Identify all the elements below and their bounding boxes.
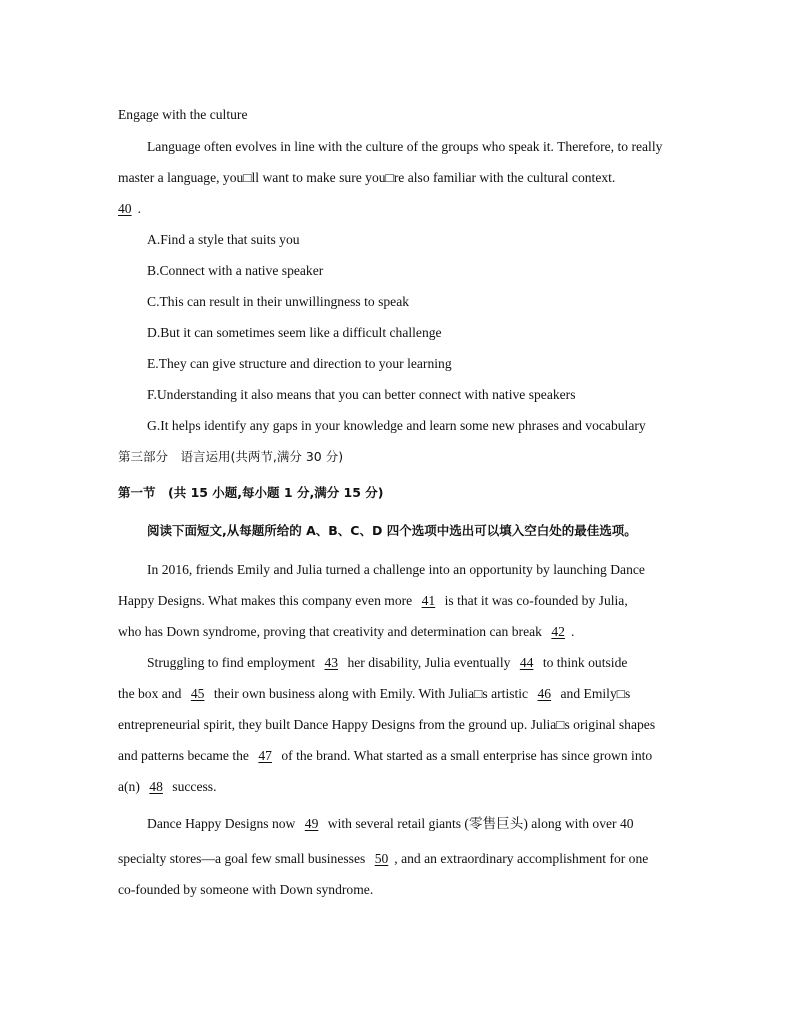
option-g: G.It helps identify any gaps in your knowledge and learn some new phrases and vocabulary [147,418,646,433]
text: of the brand. What started as a small enterprise has since grown into [281,748,653,763]
answer-line-40 [118,200,141,218]
text: to think outside [542,655,628,670]
text: and patterns became the [118,748,249,763]
blank-45[interactable]: 45 [190,686,205,701]
option-b: B.Connect with a native speaker [147,263,324,278]
text: Happy Designs. What makes this company even more [118,593,413,608]
blank-suffix: . [137,201,141,216]
paragraph-line [118,623,574,641]
option-a: A.Find a style that suits you [147,232,300,247]
blank-48[interactable]: 48 [149,779,163,794]
blank-42[interactable]: 42 [551,624,565,639]
paragraph-line: entrepreneurial spirit, they built Dance Happy Designs from the ground up. Julia□s original shapes [118,717,656,732]
blank-40[interactable]: 40 [118,201,132,216]
paragraph-line [118,592,628,610]
text: and Emily□s [560,686,631,701]
paragraph-line: co-founded by someone with Down syndrome. [118,882,374,897]
paragraph-line: In 2016, friends Emily and Julia turned a challenge into an opportunity by launching Dance [147,562,645,577]
paragraph-line: Language often evolves in line with the culture of the groups who speak it. Therefore, to really [147,139,663,154]
text: specialty stores—a goal few small businesses [118,851,366,866]
blank-44[interactable]: 44 [519,655,534,670]
part-3-heading: 第三部分 语言运用(共两节,满分 30 分) [118,449,344,464]
text: Struggling to find employment [147,655,316,670]
paragraph-line [118,850,648,868]
instructions: 阅读下面短文,从每题所给的 A、B、C、D 四个选项中选出可以填入空白处的最佳选项。 [147,523,637,538]
blank-43[interactable]: 43 [324,655,339,670]
text: a(n) [118,779,140,794]
paragraph-line [118,778,216,796]
paragraph-line [118,685,630,703]
blank-50[interactable]: 50 [374,851,389,866]
text: . [570,624,575,639]
paragraph-line [147,654,627,672]
option-d: D.But it can sometimes seem like a difficult challenge [147,325,442,340]
text: the box and [118,686,182,701]
text: their own business along with Emily. With Julia□s artistic [213,686,529,701]
text: success. [172,779,217,794]
text: Dance Happy Designs now [147,816,296,831]
paragraph-line [147,815,634,833]
blank-49[interactable]: 49 [304,816,319,831]
paragraph-line [118,747,652,765]
option-f: F.Understanding it also means that you can better connect with native speakers [147,387,576,402]
text: , and an extraordinary accomplishment for one [394,851,649,866]
text: with several retail giants (零售巨头) along with over 40 [327,816,634,831]
section-heading: Engage with the culture [118,107,248,122]
text: who has Down syndrome, proving that creativity and determination can break [118,624,542,639]
option-c: C.This can result in their unwillingness to speak [147,294,410,309]
section-1-heading: 第一节 (共 15 小题,每小题 1 分,满分 15 分) [118,485,384,500]
blank-46[interactable]: 46 [537,686,552,701]
blank-41[interactable]: 41 [421,593,436,608]
paragraph-line: master a language, you□ll want to make sure you□re also familiar with the cultural context. [118,170,616,185]
blank-47[interactable]: 47 [258,748,272,763]
text: is that it was co-founded by Julia, [444,593,628,608]
option-e: E.They can give structure and direction to your learning [147,356,452,371]
text: her disability, Julia eventually [347,655,511,670]
